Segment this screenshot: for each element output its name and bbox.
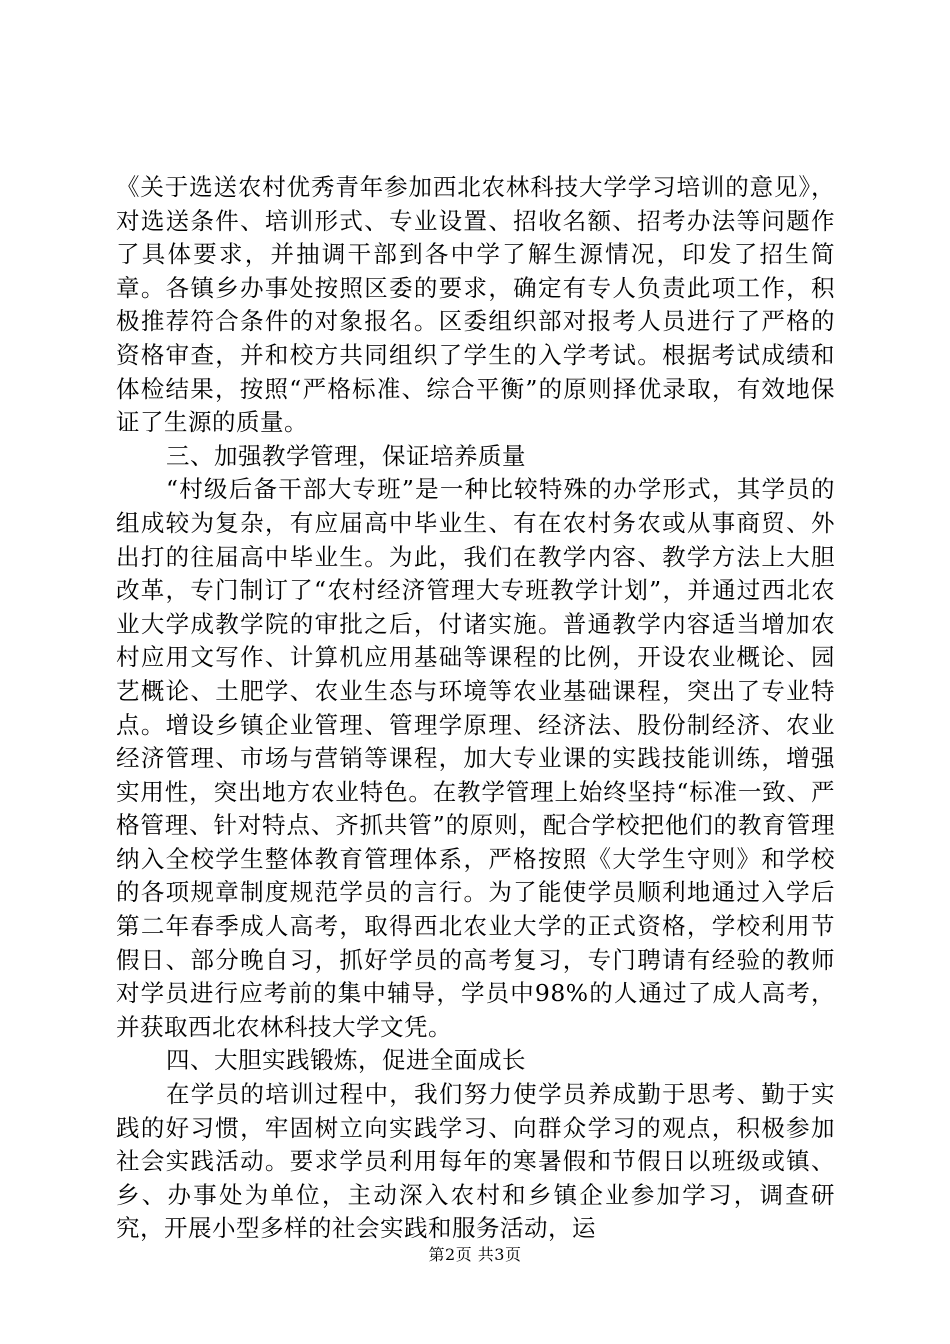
section-heading-3: 三、加强教学管理，保证培养质量 bbox=[166, 441, 526, 470]
paragraph-continuation: 《关于选送农村优秀青年参加西北农林科技大学学习培训的意见》，对选送条件、培训形式、专业设置、招收名额、招考办法等问题作了具体要求，并抽调干部到各中学了解生源情况，印发了招生简章。各镇乡办事处按照区委的要求，确定有专人负责此项工作，积极推荐符合条件的对象报名。区委组织部对报考人员进行了严格的资格审查，并和校方共同组织了学生的入学考试。根据考试成绩和体检结果，按照“严格标准、综合平衡”的原则择优录取，有效地保证了生源的质量。 bbox=[116, 173, 835, 437]
document-body bbox=[116, 171, 835, 1246]
page-footer: 第2页 共3页 bbox=[428, 1245, 522, 1264]
section-heading-4: 四、大胆实践锻炼，促进全面成长 bbox=[166, 1046, 526, 1075]
paragraph-teaching-management: “村级后备干部大专班”是一种比较特殊的办学形式，其学员的组成较为复杂，有应届高中毕业生、有在农村务农或从事商贸、外出打的往届高中毕业生。为此，我们在教学内容、教学方法上大胆改革，专门制订了“农村经济管理大专班教学计划”，并通过西北农业大学成教学院的审批之后，付诸实施。普通教学内容适当增加农村应用文写作、计算机应用基础等课程的比例，开设农业概论、园艺概论、土肥学、农业生态与环境等农业基础课程，突出了专业特点。增设乡镇企业管理、管理学原理、经济法、股份制经济、农业经济管理、市场与营销等课程，加大专业课的实践技能训练，增强实用性，突出地方农业特色。在教学管理上始终坚持“标准一致、严格管理、针对特点、齐抓共管”的原则，配合学校把他们的教育管理纳入全校学生整体教育管理体系，严格按照《大学生守则》和学校的各项规章制度规范学员的言行。为了能使学员顺利地通过入学后第二年春季成人高考，取得西北农业大学的正式资格，学校利用节假日、部分晚自习，抓好学员的高考复习，专门聘请有经验的教师对学员进行应考前的集中辅导，学员中98%的人通过了成人高考，并获取西北农林科技大学文凭。 bbox=[116, 475, 835, 1041]
paragraph-practice-training: 在学员的培训过程中，我们努力使学员养成勤于思考、勤于实践的好习惯，牢固树立向实践学习、向群众学习的观点，积极参加社会实践活动。要求学员利用每年的寒暑假和节假日以班级或镇、乡、办事处为单位，主动深入农村和乡镇企业参加学习，调查研究，开展小型多样的社会实践和服务活动，运 bbox=[116, 1080, 835, 1243]
